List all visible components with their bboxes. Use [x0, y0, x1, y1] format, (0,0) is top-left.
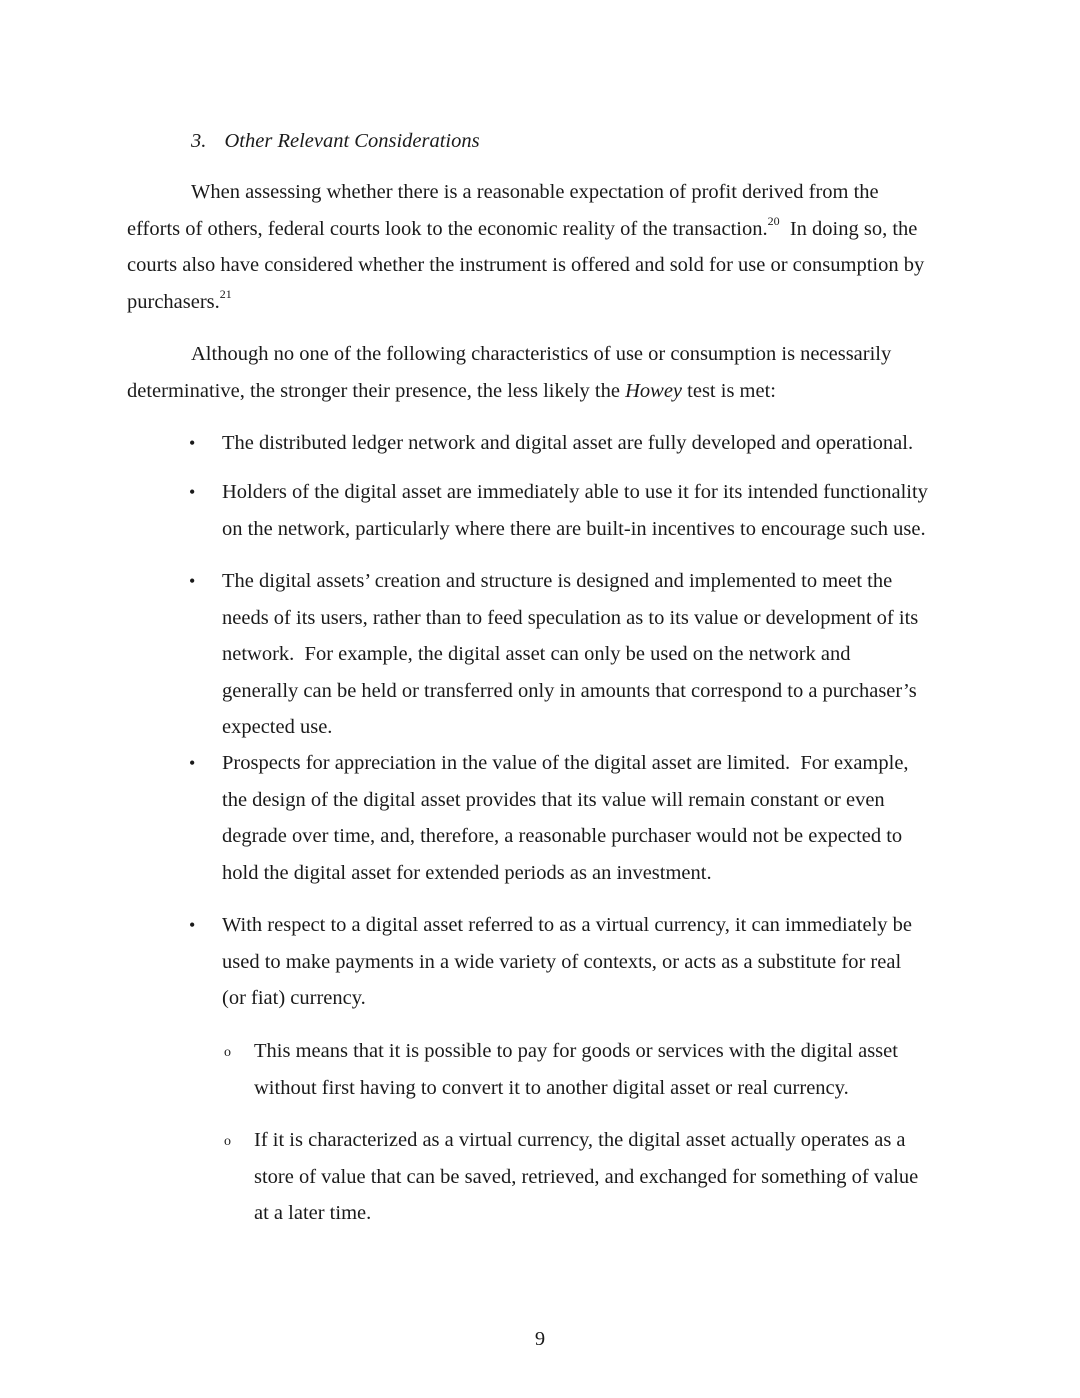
bullet-item — [189, 425, 962, 462]
bullet-line: (or fiat) currency. — [222, 987, 366, 1009]
bullet-icon: • — [189, 571, 196, 591]
bullet-item — [189, 907, 962, 1017]
bullet-line: expected use. — [222, 716, 333, 738]
page-number: 9 — [534, 1328, 546, 1350]
bullet-line: With respect to a digital asset referred to as a virtual currency, it can immediately be — [222, 914, 913, 936]
bullet-line: generally can be held or transferred only in amounts that correspond to a purchaser’s — [222, 679, 917, 702]
sub-bullet-line: store of value that can be saved, retrieved, and exchanged for something of value — [254, 1165, 919, 1188]
bullet-icon: • — [189, 482, 196, 502]
bullet-item — [189, 745, 962, 891]
bullet-line: degrade over time, and, therefore, a reasonable purchaser would not be expected to — [222, 825, 903, 847]
bullet-line: The digital assets’ creation and structure is designed and implemented to meet the — [222, 570, 893, 592]
bullet-line: Holders of the digital asset are immediately able to use it for its intended functionality — [222, 481, 928, 503]
paragraph-line: purchasers. — [127, 290, 220, 313]
section-title: Other Relevant Considerations — [224, 130, 480, 152]
paragraph-2 — [127, 336, 957, 409]
footnote-ref: 21 — [219, 286, 232, 301]
circle-bullet-icon: o — [224, 1134, 231, 1149]
paragraph-line: efforts of others, federal courts look to the economic reality of the transaction. — [127, 217, 768, 240]
sub-bullet-line: If it is characterized as a virtual currency, the digital asset actually operates as a — [254, 1129, 906, 1151]
bullet-icon: • — [189, 753, 196, 773]
paragraph-line: Although no one of the following characteristics of use or consumption is necessarily — [191, 343, 892, 365]
bullet-line: network. For example, the digital asset can only be used on the network and — [222, 643, 851, 665]
case-name: Howey — [625, 379, 683, 402]
sub-bullet-item — [224, 1033, 954, 1106]
bullet-line: used to make payments in a wide variety of contexts, or acts as a substitute for real — [222, 950, 902, 973]
bullet-line: hold the digital asset for extended periods as an investment. — [222, 861, 712, 884]
paragraph-line: courts also have considered whether the instrument is offered and sold for use or consumption by — [127, 254, 925, 276]
bullet-icon: • — [189, 915, 196, 935]
bullet-line: needs of its users, rather than to feed speculation as to its value or development of its — [222, 606, 919, 629]
bullet-icon: • — [189, 433, 196, 453]
bullet-line: on the network, particularly where there are built-in incentives to encourage such use. — [222, 517, 926, 540]
paragraph-1 — [127, 174, 957, 320]
bullet-line: the design of the digital asset provides that its value will remain constant or even — [222, 788, 885, 811]
sub-bullet-item — [224, 1122, 954, 1232]
sub-bullet-line: This means that it is possible to pay for goods or services with the digital asset — [254, 1040, 898, 1062]
sub-bullet-line: without first having to convert it to another digital asset or real currency. — [254, 1076, 849, 1099]
section-number: 3. — [191, 130, 207, 152]
paragraph-line: determinative, the stronger their presence, the less likely the — [127, 379, 626, 402]
footnote-ref: 20 — [767, 213, 780, 228]
sub-bullet-line: at a later time. — [254, 1202, 372, 1224]
bullet-line: The distributed ledger network and digital asset are fully developed and operational. — [222, 432, 914, 454]
paragraph-line: When assessing whether there is a reasonable expectation of profit derived from the — [191, 181, 879, 203]
bullet-item — [189, 563, 962, 746]
bullet-item — [189, 474, 962, 547]
bullet-line: Prospects for appreciation in the value of the digital asset are limited. For example, — [222, 752, 909, 774]
section-heading — [191, 123, 480, 160]
paragraph-line-tail: In doing so, the — [779, 217, 918, 240]
circle-bullet-icon: o — [224, 1045, 231, 1060]
paragraph-line: test is met: — [682, 379, 776, 402]
